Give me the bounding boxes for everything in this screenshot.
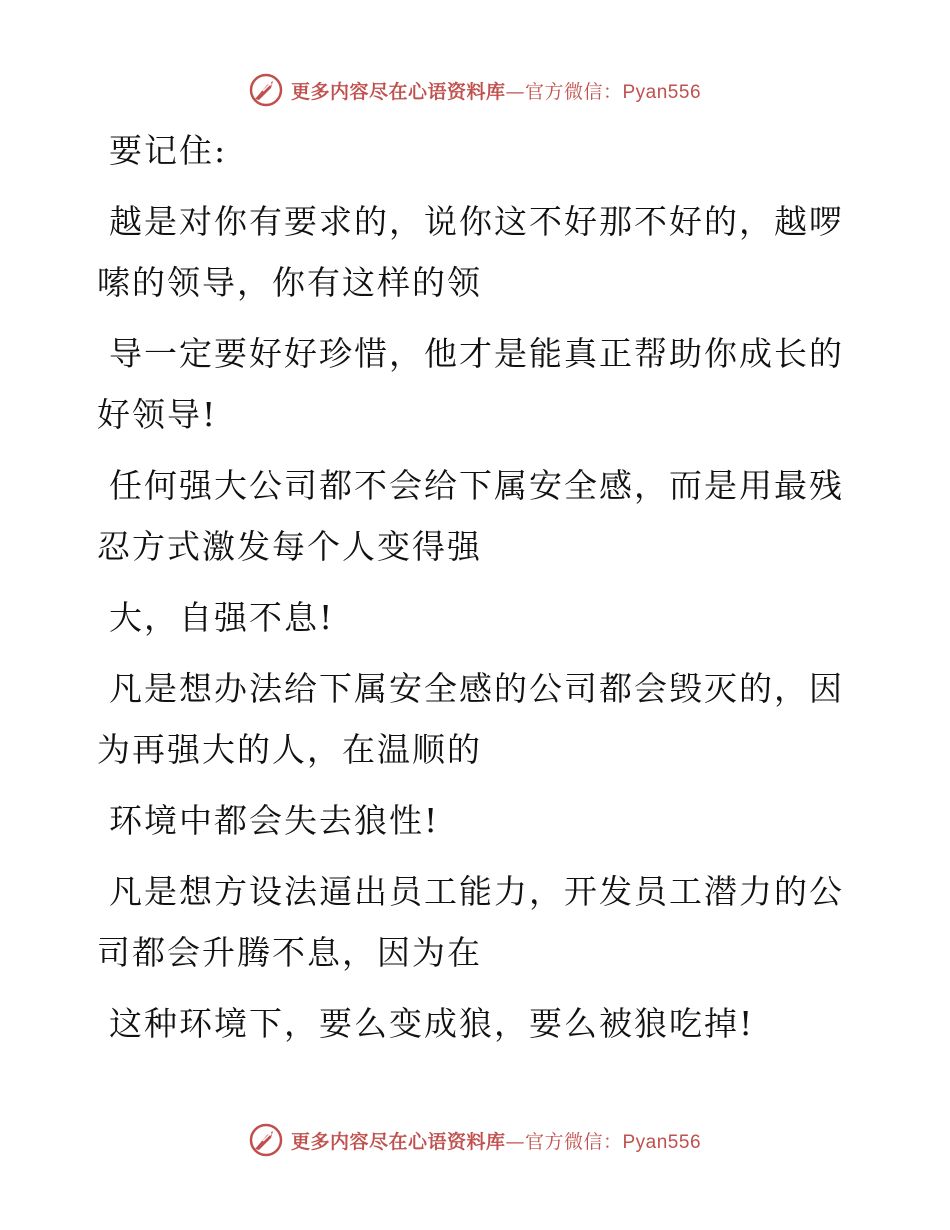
- paragraph: [97, 455, 844, 577]
- text-line: 嗦的领导，你有这样的领: [97, 263, 482, 302]
- text-line: 凡是想办法给下属安全感的公司都会毁灭的，因: [109, 669, 844, 708]
- footer-banner-official: 官方微信：: [524, 1130, 623, 1153]
- text-line: 这种环境下，要么变成狼，要么被狼吃掉!: [109, 1004, 755, 1043]
- text-line: 为再强大的人，在温顺的: [97, 730, 482, 769]
- header-banner-title: 更多内容尽在心语资料库: [290, 80, 506, 103]
- text-line: 忍方式激发每个人变得强: [97, 527, 482, 566]
- paragraph: [97, 191, 844, 313]
- paragraph: [97, 790, 837, 851]
- text-line: 越是对你有要求的，说你这不好那不好的，越啰: [109, 202, 844, 241]
- footer-banner-separator: —: [505, 1130, 525, 1153]
- pen-nib-logo-icon: [249, 1123, 283, 1157]
- footer-banner-title: 更多内容尽在心语资料库: [290, 1130, 506, 1153]
- footer-banner-wechat-id: Pyan556: [622, 1131, 702, 1153]
- header-banner: [0, 70, 950, 110]
- paragraph: [97, 658, 844, 780]
- header-banner-official: 官方微信：: [524, 80, 623, 103]
- footer-banner: [0, 1120, 950, 1160]
- paragraph: [97, 120, 837, 181]
- paragraph: [97, 323, 844, 445]
- text-line: 司都会升腾不息，因为在: [97, 933, 482, 972]
- pen-nib-logo-icon: [249, 73, 283, 107]
- text-line: 环境中都会失去狼性!: [109, 801, 440, 840]
- header-banner-separator: —: [505, 80, 525, 103]
- text-line: 导一定要好好珍惜，他才是能真正帮助你成长的: [109, 334, 844, 373]
- text-line: 好领导!: [97, 395, 218, 434]
- text-line: 要记住:: [109, 131, 228, 170]
- header-banner-wechat-id: Pyan556: [622, 81, 702, 103]
- paragraph: [97, 993, 837, 1054]
- paragraph: [97, 587, 837, 648]
- footer-banner-text: [291, 1127, 701, 1154]
- paragraph: [97, 861, 844, 983]
- text-line: 凡是想方设法逼出员工能力，开发员工潜力的公: [109, 872, 844, 911]
- text-line: 任何强大公司都不会给下属安全感，而是用最残: [109, 466, 844, 505]
- document-body: [97, 120, 844, 1064]
- header-banner-text: [291, 77, 701, 104]
- text-line: 大，自强不息!: [109, 598, 335, 637]
